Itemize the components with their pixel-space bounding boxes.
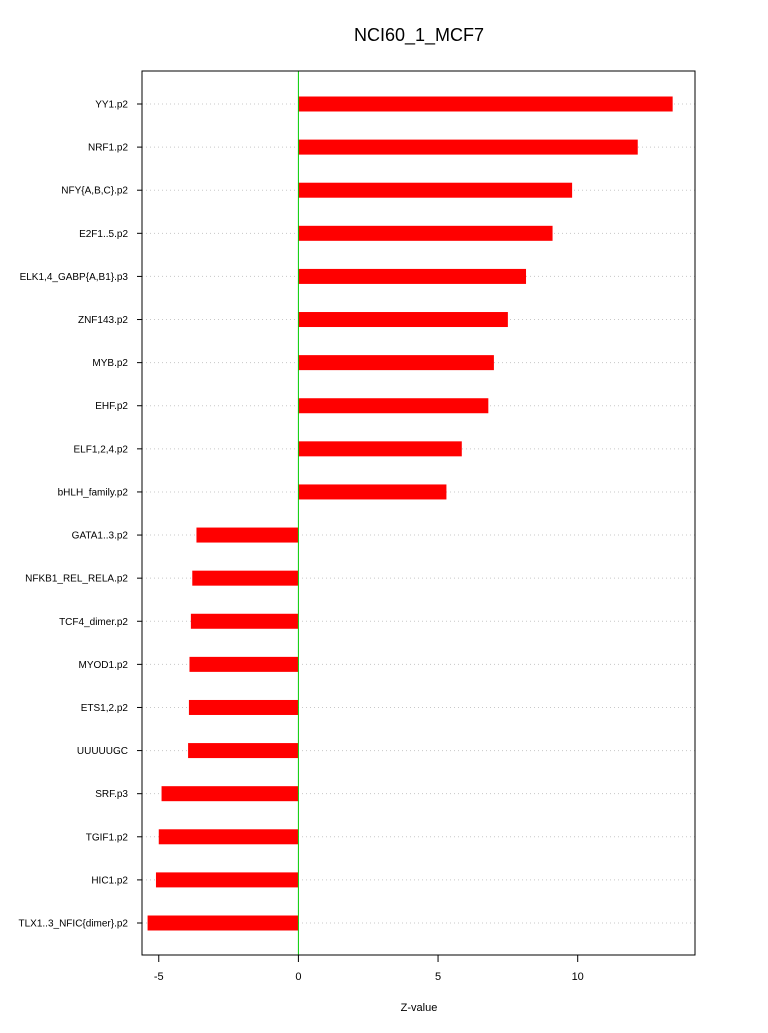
plot-frame [142, 71, 695, 955]
category-label: E2F1..5.p2 [79, 228, 128, 240]
category-label: EHF.p2 [95, 401, 128, 413]
bar [156, 872, 298, 887]
category-label: UUUUUGC [76, 746, 128, 758]
x-tick-label: 5 [434, 971, 442, 983]
bar [298, 355, 494, 370]
category-label: NFY{A,B,C}.p2 [61, 185, 128, 197]
category-label: YY1.p2 [95, 99, 128, 111]
category-label: NFKB1_REL_RELA.p2 [25, 573, 128, 585]
bar [191, 614, 299, 629]
x-axis-label: Z-value [400, 1002, 438, 1014]
bar [189, 700, 298, 715]
category-label: NRF1.p2 [87, 142, 128, 154]
category-label: TCF4_dimer.p2 [59, 616, 128, 628]
bar [298, 97, 672, 112]
category-label: TGIF1.p2 [85, 832, 128, 844]
bar [298, 269, 526, 284]
bar [188, 743, 298, 758]
bar [298, 312, 507, 327]
category-label: ELK1,4_GABP{A,B1}.p3 [19, 271, 128, 283]
bar [298, 398, 488, 413]
category-labels [19, 100, 143, 930]
category-label: ZNF143.p2 [77, 315, 128, 327]
x-tick-label: -5 [153, 971, 164, 983]
x-axis [154, 955, 584, 983]
bar [189, 657, 298, 672]
category-label: MYOD1.p2 [78, 659, 128, 671]
category-label: MYB.p2 [92, 358, 128, 370]
category-label: ETS1,2.p2 [80, 702, 128, 714]
chart-title: NCI60_1_MCF7 [353, 25, 485, 45]
category-label: HIC1.p2 [91, 875, 128, 887]
bar [298, 183, 572, 198]
bar [159, 829, 299, 844]
category-label: SRF.p3 [95, 789, 128, 801]
category-label: bHLH_family.p2 [57, 487, 128, 499]
x-tick-label: 10 [571, 971, 584, 983]
category-label: TLX1..3_NFIC{dimer}.p2 [18, 918, 128, 930]
category-label: GATA1..3.p2 [71, 530, 128, 542]
x-tick-label: 0 [295, 971, 302, 983]
bar [196, 528, 298, 543]
bar [192, 571, 298, 586]
category-label: ELF1,2,4.p2 [73, 444, 128, 456]
bar [298, 484, 446, 499]
bar [298, 441, 461, 456]
bar [298, 140, 637, 155]
bar [162, 786, 299, 801]
bar [148, 916, 299, 931]
bar-layer [148, 97, 673, 931]
bar [298, 226, 552, 241]
